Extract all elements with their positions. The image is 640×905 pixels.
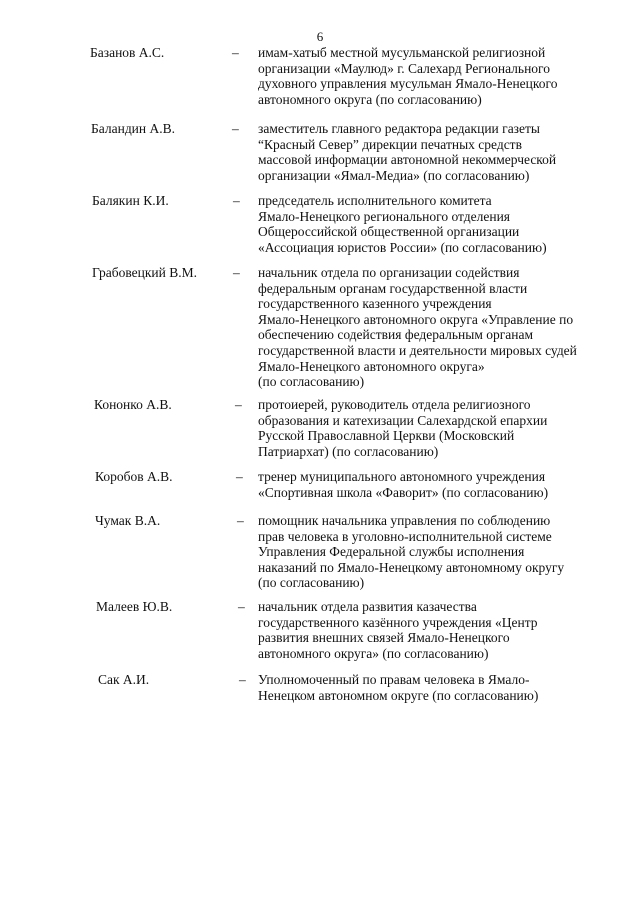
description-line: Ямало-Ненецкого регионального отделения [258, 208, 511, 224]
page-number: 6 [316, 29, 324, 44]
description-line: начальник отдела по организации содействия [258, 265, 520, 280]
member-name: Базанов А.С. [90, 45, 165, 60]
member-name: Коробов А.В. [95, 469, 173, 484]
description-line: государственного казенного учреждения [258, 296, 492, 312]
dash-separator: – [239, 672, 246, 687]
description-line: федеральным органам государственной власти [258, 280, 528, 296]
description-line: Управления Федеральной службы исполнения [258, 544, 525, 560]
description-line: организации «Ямал-Медиа» (по согласованию) [258, 167, 530, 183]
description-line: «Спортивная школа «Фаворит» (по согласованию) [258, 484, 549, 500]
description-line: начальник отдела развития казачества [258, 599, 477, 614]
dash-separator: – [236, 469, 243, 484]
description-line: автономного округа (по согласованию) [258, 91, 482, 107]
description-line: духовного управления мусульман Ямало-Ненецкого [258, 76, 558, 92]
description-line: Уполномоченный по правам человека в Ямало- [258, 672, 530, 687]
dash-separator: – [233, 265, 240, 280]
member-description [258, 45, 608, 107]
description-line: Ненецком автономном округе (по согласованию) [258, 687, 539, 703]
dash-separator: – [235, 397, 242, 412]
description-line: Русской Православной Церкви (Московский [258, 428, 515, 444]
description-line: “Красный Север” дирекции печатных средств [258, 136, 522, 152]
member-description [258, 469, 608, 500]
description-line: Ямало-Ненецкого автономного округа» [258, 358, 485, 374]
description-line: прав человека в уголовно-исполнительной системе [258, 528, 552, 544]
member-description [258, 599, 608, 661]
description-line: имам-хатыб местной мусульманской религиозной [258, 45, 546, 60]
description-line: «Ассоциация юристов России» (по согласованию) [258, 239, 547, 255]
description-line: Ямало-Ненецкого автономного округа «Управление по [258, 311, 574, 327]
member-description [258, 672, 608, 703]
description-line: образования и катехизации Салехардской епархии [258, 412, 548, 428]
description-line: председатель исполнительного комитета [258, 193, 492, 208]
member-description [258, 193, 608, 255]
dash-separator: – [237, 513, 244, 528]
member-description [258, 265, 608, 390]
description-line: Общероссийской общественной организации [258, 224, 520, 240]
description-line: организации «Маулюд» г. Салехард Регионального [258, 60, 550, 76]
description-line: автономного округа» (по согласованию) [258, 645, 489, 661]
description-line: (по согласованию) [258, 575, 365, 591]
member-name: Чумак В.А. [95, 513, 161, 528]
member-name: Балякин К.И. [92, 193, 169, 208]
member-name: Грабовецкий В.М. [92, 265, 197, 280]
description-line: государственного казённого учреждения «Центр [258, 614, 538, 630]
description-line: наказаний по Ямало-Ненецкому автономному округу [258, 559, 565, 575]
member-description [258, 513, 608, 591]
dash-separator: – [232, 121, 239, 136]
member-description [258, 121, 608, 183]
description-line: (по согласованию) [258, 374, 365, 390]
dash-separator: – [233, 193, 240, 208]
description-line: протоиерей, руководитель отдела религиозного [258, 397, 531, 412]
dash-separator: – [238, 599, 245, 614]
description-line: заместитель главного редактора редакции газеты [258, 121, 540, 136]
member-name: Кононко А.В. [94, 397, 172, 412]
member-name: Малеев Ю.В. [96, 599, 173, 614]
description-line: массовой информации автономной некоммерческой [258, 152, 557, 168]
description-line: Патриархат) (по согласованию) [258, 443, 439, 459]
description-line: развития внешних связей Ямало-Ненецкого [258, 630, 510, 646]
description-line: государственной власти и деятельности мировых судей [258, 342, 577, 358]
description-line: обеспечению содействия федеральным органам [258, 327, 534, 343]
member-name: Сак А.И. [98, 672, 150, 687]
member-description [258, 397, 608, 459]
dash-separator: – [232, 45, 239, 60]
member-name: Баландин А.В. [91, 121, 176, 136]
description-line: тренер муниципального автономного учреждения [258, 469, 546, 484]
description-line: помощник начальника управления по соблюдению [258, 513, 551, 528]
